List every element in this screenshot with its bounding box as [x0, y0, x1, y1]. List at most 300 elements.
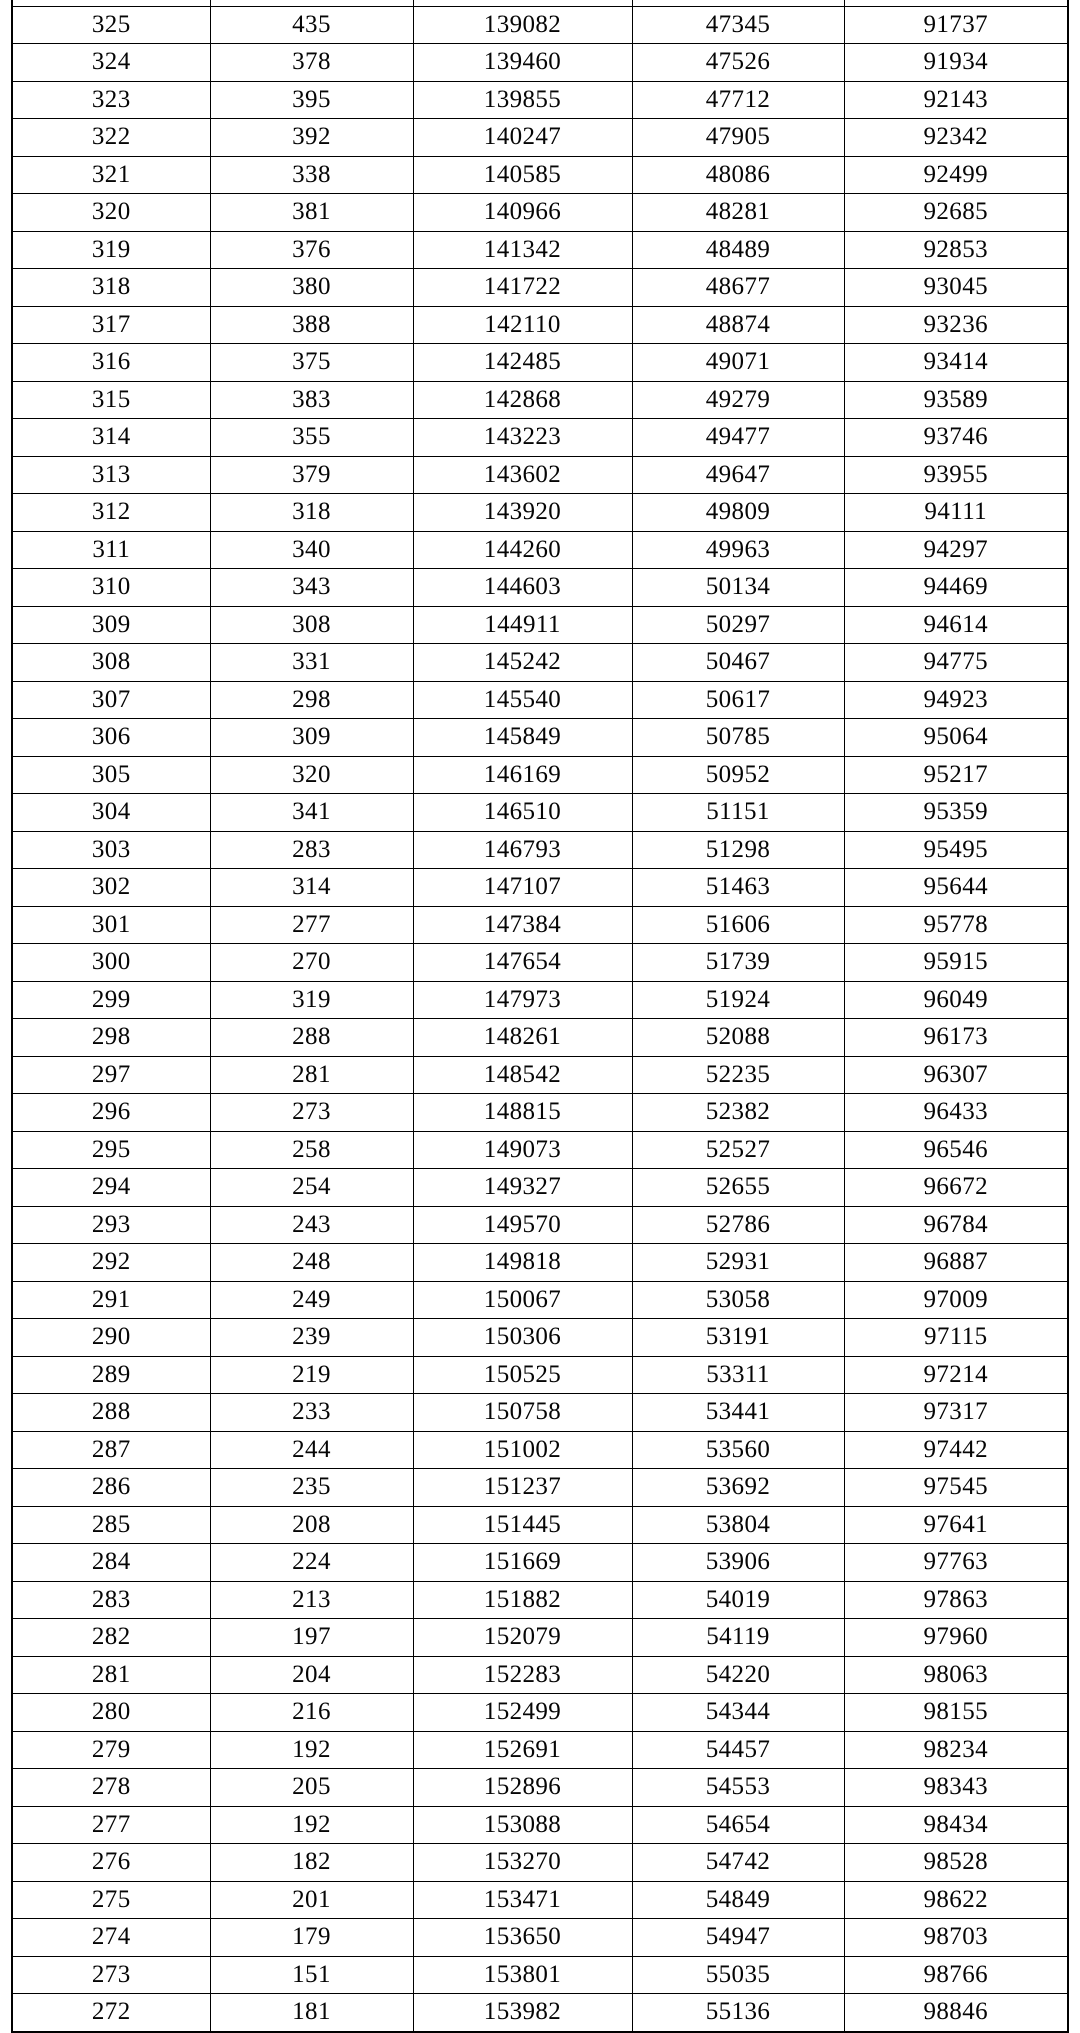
table-row: [12, 1394, 1068, 1432]
cell-value_5: 95915: [844, 944, 1068, 982]
cell-count: 314: [210, 869, 413, 907]
cell-count: 219: [210, 1356, 413, 1394]
table-row: [12, 1169, 1068, 1207]
cell-value_5: 96173: [844, 1019, 1068, 1057]
cell-cumulative: 152896: [413, 1769, 632, 1807]
cell-count: 283: [210, 831, 413, 869]
cell-count: 201: [210, 1881, 413, 1919]
cell-count: 338: [210, 156, 413, 194]
cell-cumulative: 150758: [413, 1394, 632, 1432]
cell-value_5: 94923: [844, 681, 1068, 719]
cell-value_5: 98703: [844, 1919, 1068, 1957]
cell-value_4: 47526: [632, 44, 844, 82]
table-row: [12, 1581, 1068, 1619]
cell-value_4: 49647: [632, 456, 844, 494]
table-row: [12, 381, 1068, 419]
cell-value_5: 96887: [844, 1244, 1068, 1282]
cell-cumulative: 140585: [413, 156, 632, 194]
cell-count: 248: [210, 1244, 413, 1282]
cell-count: 244: [210, 1431, 413, 1469]
cell-cumulative: 151237: [413, 1469, 632, 1507]
table-row: [12, 681, 1068, 719]
cell-cumulative: 142868: [413, 381, 632, 419]
cell-value_4: 52527: [632, 1131, 844, 1169]
cell-score: 300: [12, 944, 210, 982]
cell-value_4: 52088: [632, 1019, 844, 1057]
table-row: [12, 1881, 1068, 1919]
table-row: [12, 1356, 1068, 1394]
cell-score: 288: [12, 1394, 210, 1432]
cell-count: 270: [210, 944, 413, 982]
cell-value_4: 53560: [632, 1431, 844, 1469]
cell-cumulative: 151882: [413, 1581, 632, 1619]
cell-value_5: 94297: [844, 531, 1068, 569]
table-row: [12, 1319, 1068, 1357]
table-row: [12, 269, 1068, 307]
table-row: [12, 794, 1068, 832]
cell-score: 291: [12, 1281, 210, 1319]
cell-value_5: 97863: [844, 1581, 1068, 1619]
cell-cumulative: 145540: [413, 681, 632, 719]
cell-value_5: 93746: [844, 419, 1068, 457]
cell-value_5: 92143: [844, 81, 1068, 119]
cell-cumulative: 151002: [413, 1431, 632, 1469]
cell-count: 151: [210, 1956, 413, 1994]
cell-score: 285: [12, 1506, 210, 1544]
table-row: [12, 1619, 1068, 1657]
table-row: [12, 569, 1068, 607]
cell-count: 378: [210, 44, 413, 82]
cell-value_4: 54947: [632, 1919, 844, 1957]
table-row: [12, 1994, 1068, 2032]
cell-cumulative: 152691: [413, 1731, 632, 1769]
cell-count: 197: [210, 1619, 413, 1657]
cell-score: 281: [12, 1656, 210, 1694]
cell-score: 308: [12, 644, 210, 682]
cell-count: 319: [210, 981, 413, 1019]
cell-value_4: 54344: [632, 1694, 844, 1732]
cell-score: 321: [12, 156, 210, 194]
cell-count: 216: [210, 1694, 413, 1732]
cell-value_4: 51463: [632, 869, 844, 907]
table-row: [12, 81, 1068, 119]
cell-value_5: 96049: [844, 981, 1068, 1019]
cell-count: 392: [210, 119, 413, 157]
cell-score: 324: [12, 44, 210, 82]
table-row: [12, 1694, 1068, 1732]
cell-count: 249: [210, 1281, 413, 1319]
cell-value_5: 93414: [844, 344, 1068, 382]
cell-value_5: 97442: [844, 1431, 1068, 1469]
cell-score: 276: [12, 1844, 210, 1882]
cell-value_4: 47712: [632, 81, 844, 119]
cell-count: 288: [210, 1019, 413, 1057]
cell-value_5: 98234: [844, 1731, 1068, 1769]
cell-value_4: 48677: [632, 269, 844, 307]
cell-cumulative: 144260: [413, 531, 632, 569]
cell-score: 297: [12, 1056, 210, 1094]
cell-score: 307: [12, 681, 210, 719]
cell-count: 395: [210, 81, 413, 119]
cell-count: 254: [210, 1169, 413, 1207]
cell-score: 317: [12, 306, 210, 344]
cell-count: 192: [210, 1731, 413, 1769]
cell-cumulative: 139460: [413, 44, 632, 82]
cell-value_5: 94469: [844, 569, 1068, 607]
cell-cumulative: 148815: [413, 1094, 632, 1132]
cell-count: 381: [210, 194, 413, 232]
cell-cumulative: 150525: [413, 1356, 632, 1394]
table-row: [12, 1656, 1068, 1694]
cell-value_5: 97763: [844, 1544, 1068, 1582]
cell-value_4: 52655: [632, 1169, 844, 1207]
cell-count: 192: [210, 1806, 413, 1844]
cell-cumulative: 151445: [413, 1506, 632, 1544]
cell-cumulative: 149818: [413, 1244, 632, 1282]
cell-count: 435: [210, 6, 413, 44]
cell-score: 289: [12, 1356, 210, 1394]
table-row: [12, 1056, 1068, 1094]
cell-count: 383: [210, 381, 413, 419]
table-row: [12, 869, 1068, 907]
cell-value_5: 94775: [844, 644, 1068, 682]
cell-value_4: 53906: [632, 1544, 844, 1582]
cell-score: 301: [12, 906, 210, 944]
cell-cumulative: 149327: [413, 1169, 632, 1207]
cell-count: 182: [210, 1844, 413, 1882]
cell-cumulative: 153088: [413, 1806, 632, 1844]
cell-score: 318: [12, 269, 210, 307]
cell-count: 235: [210, 1469, 413, 1507]
cell-value_5: 95064: [844, 719, 1068, 757]
table-row: [12, 644, 1068, 682]
cell-value_5: 92342: [844, 119, 1068, 157]
cell-value_5: 95217: [844, 756, 1068, 794]
table-row: [12, 1206, 1068, 1244]
table-row: [12, 156, 1068, 194]
table-row: [12, 194, 1068, 232]
cell-cumulative: 144603: [413, 569, 632, 607]
cell-cumulative: 142110: [413, 306, 632, 344]
cell-value_4: 53441: [632, 1394, 844, 1432]
cell-value_5: 96672: [844, 1169, 1068, 1207]
table-row: [12, 1919, 1068, 1957]
table-row: [12, 456, 1068, 494]
cell-value_5: 92499: [844, 156, 1068, 194]
table-row: [12, 1506, 1068, 1544]
cell-value_5: 98155: [844, 1694, 1068, 1732]
cell-value_4: 54220: [632, 1656, 844, 1694]
cell-value_4: 54119: [632, 1619, 844, 1657]
cell-value_5: 95359: [844, 794, 1068, 832]
table-row: [12, 531, 1068, 569]
cell-count: 341: [210, 794, 413, 832]
cell-value_5: 96433: [844, 1094, 1068, 1132]
cell-value_4: 53311: [632, 1356, 844, 1394]
cell-value_4: 48086: [632, 156, 844, 194]
cell-value_5: 97545: [844, 1469, 1068, 1507]
cell-cumulative: 146169: [413, 756, 632, 794]
cell-value_4: 48874: [632, 306, 844, 344]
cell-cumulative: 147107: [413, 869, 632, 907]
cell-value_4: 53191: [632, 1319, 844, 1357]
cell-value_4: 54654: [632, 1806, 844, 1844]
cell-cumulative: 153650: [413, 1919, 632, 1957]
cell-cumulative: 153270: [413, 1844, 632, 1882]
table-row: [12, 981, 1068, 1019]
cell-count: 204: [210, 1656, 413, 1694]
cell-cumulative: 151669: [413, 1544, 632, 1582]
table-row: [12, 1094, 1068, 1132]
cell-cumulative: 146793: [413, 831, 632, 869]
cell-cumulative: 152499: [413, 1694, 632, 1732]
cell-value_4: 50617: [632, 681, 844, 719]
cell-value_4: 54742: [632, 1844, 844, 1882]
cell-value_5: 97115: [844, 1319, 1068, 1357]
cell-cumulative: 149570: [413, 1206, 632, 1244]
cell-score: 279: [12, 1731, 210, 1769]
cell-score: 304: [12, 794, 210, 832]
cell-value_4: 49809: [632, 494, 844, 532]
cell-score: 309: [12, 606, 210, 644]
cell-value_4: 53058: [632, 1281, 844, 1319]
cell-score: 295: [12, 1131, 210, 1169]
cell-score: 310: [12, 569, 210, 607]
cell-count: 243: [210, 1206, 413, 1244]
cell-score: 296: [12, 1094, 210, 1132]
cell-count: 388: [210, 306, 413, 344]
cell-score: 312: [12, 494, 210, 532]
cell-score: 284: [12, 1544, 210, 1582]
cell-count: 281: [210, 1056, 413, 1094]
cell-count: 380: [210, 269, 413, 307]
cell-value_4: 52786: [632, 1206, 844, 1244]
cell-value_5: 98846: [844, 1994, 1068, 2032]
cell-score: 319: [12, 231, 210, 269]
cell-value_5: 95644: [844, 869, 1068, 907]
cell-value_4: 50952: [632, 756, 844, 794]
cell-count: 308: [210, 606, 413, 644]
cell-value_4: 54019: [632, 1581, 844, 1619]
table-row: [12, 1956, 1068, 1994]
cell-cumulative: 143223: [413, 419, 632, 457]
cell-value_5: 93589: [844, 381, 1068, 419]
cell-score: 287: [12, 1431, 210, 1469]
cell-score: 316: [12, 344, 210, 382]
table-container: [11, 0, 1067, 2033]
cell-value_5: 98766: [844, 1956, 1068, 1994]
cell-value_4: 55035: [632, 1956, 844, 1994]
cell-score: 272: [12, 1994, 210, 2032]
cell-value_5: 93955: [844, 456, 1068, 494]
table-row: [12, 831, 1068, 869]
cell-value_4: 51739: [632, 944, 844, 982]
cell-score: 315: [12, 381, 210, 419]
cell-value_5: 97214: [844, 1356, 1068, 1394]
cell-value_4: 50134: [632, 569, 844, 607]
cell-value_4: 50467: [632, 644, 844, 682]
cell-score: 313: [12, 456, 210, 494]
cell-score: 290: [12, 1319, 210, 1357]
cell-value_5: 97317: [844, 1394, 1068, 1432]
cell-cumulative: 141722: [413, 269, 632, 307]
cell-value_5: 94614: [844, 606, 1068, 644]
cell-score: 283: [12, 1581, 210, 1619]
cell-score: 286: [12, 1469, 210, 1507]
cell-cumulative: 153471: [413, 1881, 632, 1919]
table-row: [12, 906, 1068, 944]
table-row: [12, 719, 1068, 757]
cell-count: 340: [210, 531, 413, 569]
cell-count: 233: [210, 1394, 413, 1432]
cell-score: 275: [12, 1881, 210, 1919]
table-row: [12, 6, 1068, 44]
table-row: [12, 1769, 1068, 1807]
table-row: [12, 44, 1068, 82]
cell-value_4: 50785: [632, 719, 844, 757]
cell-count: 258: [210, 1131, 413, 1169]
cell-cumulative: 142485: [413, 344, 632, 382]
cell-score: 303: [12, 831, 210, 869]
cell-value_5: 97960: [844, 1619, 1068, 1657]
cell-value_4: 54553: [632, 1769, 844, 1807]
cell-value_5: 92685: [844, 194, 1068, 232]
cell-value_4: 51151: [632, 794, 844, 832]
cell-score: 273: [12, 1956, 210, 1994]
cell-cumulative: 149073: [413, 1131, 632, 1169]
cell-cumulative: 140247: [413, 119, 632, 157]
cell-value_4: 49071: [632, 344, 844, 382]
cell-value_5: 91934: [844, 44, 1068, 82]
cell-value_4: 52235: [632, 1056, 844, 1094]
cell-value_5: 92853: [844, 231, 1068, 269]
cell-count: 331: [210, 644, 413, 682]
cell-cumulative: 153801: [413, 1956, 632, 1994]
cell-value_5: 96546: [844, 1131, 1068, 1169]
cell-cumulative: 152079: [413, 1619, 632, 1657]
cell-score: 320: [12, 194, 210, 232]
cell-value_4: 53692: [632, 1469, 844, 1507]
cell-score: 323: [12, 81, 210, 119]
score-distribution-table: [11, 0, 1069, 2033]
cell-cumulative: 143602: [413, 456, 632, 494]
cell-cumulative: 150306: [413, 1319, 632, 1357]
cell-value_4: 52382: [632, 1094, 844, 1132]
cell-count: 379: [210, 456, 413, 494]
cell-score: 325: [12, 6, 210, 44]
cell-score: 274: [12, 1919, 210, 1957]
cell-score: 293: [12, 1206, 210, 1244]
cell-value_4: 51606: [632, 906, 844, 944]
cell-cumulative: 150067: [413, 1281, 632, 1319]
cell-cumulative: 148261: [413, 1019, 632, 1057]
table-row: [12, 1281, 1068, 1319]
cell-value_5: 98063: [844, 1656, 1068, 1694]
cell-score: 280: [12, 1694, 210, 1732]
cell-value_5: 98528: [844, 1844, 1068, 1882]
cell-cumulative: 143920: [413, 494, 632, 532]
cell-value_5: 96784: [844, 1206, 1068, 1244]
cell-cumulative: 153982: [413, 1994, 632, 2032]
cell-score: 277: [12, 1806, 210, 1844]
cell-cumulative: 146510: [413, 794, 632, 832]
cell-count: 239: [210, 1319, 413, 1357]
cell-value_5: 94111: [844, 494, 1068, 532]
table-row: [12, 606, 1068, 644]
cell-score: 282: [12, 1619, 210, 1657]
cell-value_4: 52931: [632, 1244, 844, 1282]
cell-value_5: 95778: [844, 906, 1068, 944]
cell-count: 318: [210, 494, 413, 532]
cell-value_4: 51924: [632, 981, 844, 1019]
cell-value_4: 48489: [632, 231, 844, 269]
cell-score: 306: [12, 719, 210, 757]
table-row: [12, 231, 1068, 269]
cell-value_4: 55136: [632, 1994, 844, 2032]
cell-cumulative: 145242: [413, 644, 632, 682]
table-row: [12, 1844, 1068, 1882]
cell-value_5: 93045: [844, 269, 1068, 307]
cell-value_5: 98434: [844, 1806, 1068, 1844]
table-row: [12, 1544, 1068, 1582]
cell-value_4: 49477: [632, 419, 844, 457]
cell-count: 355: [210, 419, 413, 457]
table-row: [12, 1019, 1068, 1057]
cell-value_5: 95495: [844, 831, 1068, 869]
table-row: [12, 119, 1068, 157]
table-row: [12, 1469, 1068, 1507]
cell-value_4: 49279: [632, 381, 844, 419]
cell-cumulative: 139855: [413, 81, 632, 119]
cell-count: 343: [210, 569, 413, 607]
cell-count: 213: [210, 1581, 413, 1619]
table-row: [12, 344, 1068, 382]
table-row: [12, 419, 1068, 457]
cell-value_4: 51298: [632, 831, 844, 869]
cell-value_5: 98622: [844, 1881, 1068, 1919]
cell-count: 179: [210, 1919, 413, 1957]
cell-value_4: 54457: [632, 1731, 844, 1769]
cell-score: 299: [12, 981, 210, 1019]
cell-count: 309: [210, 719, 413, 757]
table-row: [12, 1131, 1068, 1169]
cell-score: 314: [12, 419, 210, 457]
cell-value_5: 97641: [844, 1506, 1068, 1544]
table-row: [12, 306, 1068, 344]
table-row: [12, 1731, 1068, 1769]
cell-score: 302: [12, 869, 210, 907]
cell-value_4: 48281: [632, 194, 844, 232]
cell-score: 292: [12, 1244, 210, 1282]
cell-score: 278: [12, 1769, 210, 1807]
table-row: [12, 944, 1068, 982]
cell-cumulative: 148542: [413, 1056, 632, 1094]
cell-cumulative: 144911: [413, 606, 632, 644]
cell-value_4: 50297: [632, 606, 844, 644]
table-body: [12, 0, 1068, 2032]
cell-value_4: 49963: [632, 531, 844, 569]
cell-value_4: 54849: [632, 1881, 844, 1919]
cell-count: 375: [210, 344, 413, 382]
cell-cumulative: 152283: [413, 1656, 632, 1694]
cell-cumulative: 147654: [413, 944, 632, 982]
cell-cumulative: 147384: [413, 906, 632, 944]
cell-count: 205: [210, 1769, 413, 1807]
cell-cumulative: 140966: [413, 194, 632, 232]
table-row: [12, 1431, 1068, 1469]
table-row: [12, 494, 1068, 532]
cell-score: 322: [12, 119, 210, 157]
